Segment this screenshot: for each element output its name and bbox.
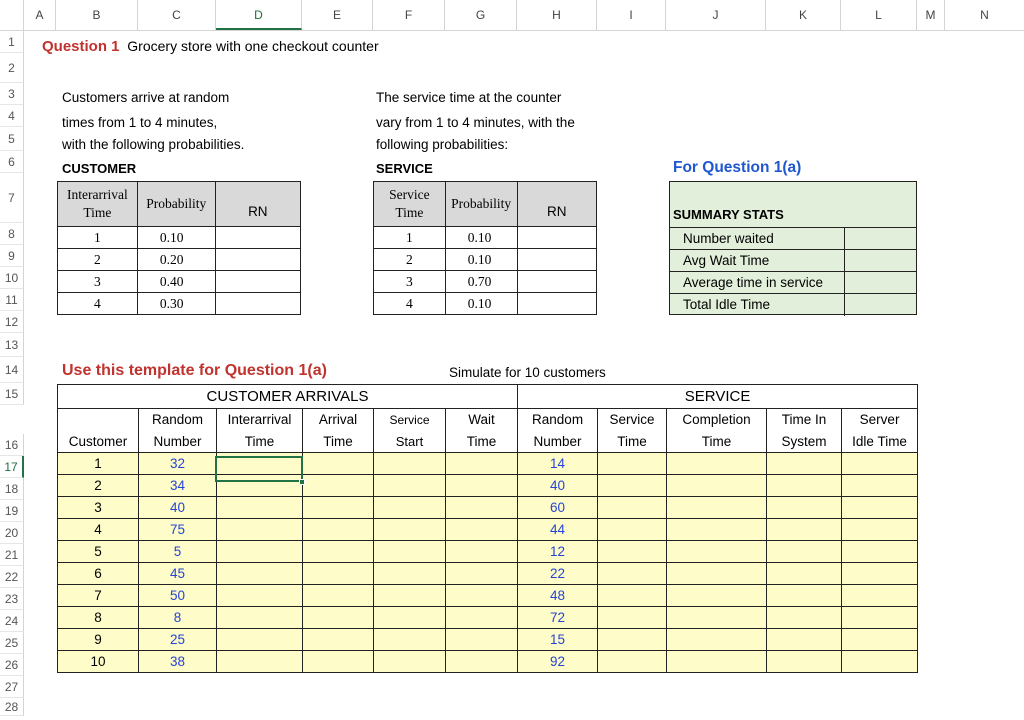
column-header-d[interactable]: D	[216, 0, 302, 30]
empty-cell[interactable]	[374, 629, 446, 651]
empty-cell[interactable]	[446, 629, 518, 651]
probability-cell: 0.40	[137, 271, 215, 293]
simulate-note: Simulate for 10 customers	[449, 365, 606, 380]
empty-cell[interactable]	[303, 585, 374, 607]
table-row	[58, 585, 918, 607]
empty-cell[interactable]	[767, 475, 842, 497]
row-header-19[interactable]: 19	[0, 500, 24, 522]
time-cell: 4	[58, 293, 138, 315]
empty-cell[interactable]	[217, 497, 303, 519]
column-header-line1: Completion	[667, 409, 767, 431]
simulation-table	[57, 384, 918, 673]
column-header-i[interactable]: I	[597, 0, 666, 30]
empty-cell[interactable]	[374, 651, 446, 673]
empty-cell[interactable]	[374, 607, 446, 629]
column-header-line1: Random	[518, 409, 598, 431]
question-text: Grocery store with one checkout counter	[127, 38, 379, 54]
empty-cell[interactable]	[598, 563, 667, 585]
arrival-random-cell[interactable]: 32	[139, 453, 217, 475]
service-random-cell[interactable]: 22	[518, 563, 598, 585]
table-row	[58, 541, 918, 563]
time-cell: 3	[58, 271, 138, 293]
summary-table	[669, 227, 917, 316]
header-probability: Probability	[445, 182, 517, 227]
empty-cell[interactable]	[842, 453, 918, 475]
row-header-28[interactable]: 28	[0, 698, 24, 716]
table-row	[58, 607, 918, 629]
empty-cell[interactable]	[303, 453, 374, 475]
column-header-line2: Time	[446, 431, 518, 453]
empty-cell[interactable]	[217, 585, 303, 607]
row-header-8[interactable]: 8	[0, 223, 24, 245]
service-random-cell[interactable]: 14	[518, 453, 598, 475]
summary-row	[669, 294, 917, 316]
column-header-line1: Time In	[767, 409, 842, 431]
title-line	[42, 38, 379, 55]
customer-cell[interactable]: 7	[58, 585, 139, 607]
service-random-cell[interactable]: 15	[518, 629, 598, 651]
empty-cell[interactable]	[767, 453, 842, 475]
summary-row	[669, 250, 917, 272]
empty-cell[interactable]	[303, 519, 374, 541]
column-header-a[interactable]: A	[24, 0, 56, 30]
service-random-cell[interactable]: 92	[518, 651, 598, 673]
customer-heading: CUSTOMER	[62, 161, 137, 176]
column-header-line2: Time	[667, 431, 767, 453]
empty-cell[interactable]	[303, 651, 374, 673]
column-header-g[interactable]: G	[445, 0, 517, 30]
column-header-line1	[58, 409, 139, 431]
empty-cell[interactable]	[667, 519, 767, 541]
column-header-b[interactable]: B	[56, 0, 138, 30]
column-header-n[interactable]: N	[980, 8, 989, 22]
empty-cell[interactable]	[667, 651, 767, 673]
empty-cell[interactable]	[374, 563, 446, 585]
empty-cell[interactable]	[667, 607, 767, 629]
service-random-cell[interactable]: 60	[518, 497, 598, 519]
arrival-random-cell[interactable]: 38	[139, 651, 217, 673]
service-desc-3: following probabilities:	[376, 137, 509, 152]
empty-cell[interactable]	[598, 541, 667, 563]
empty-cell[interactable]	[446, 497, 518, 519]
empty-cell[interactable]	[667, 585, 767, 607]
empty-cell[interactable]	[767, 607, 842, 629]
arrival-random-cell[interactable]: 8	[139, 607, 217, 629]
column-header-e[interactable]: E	[302, 0, 373, 30]
empty-cell[interactable]	[842, 651, 918, 673]
customer-cell[interactable]: 4	[58, 519, 139, 541]
empty-cell[interactable]	[767, 541, 842, 563]
row-header-2[interactable]: 2	[0, 53, 24, 83]
arrival-random-cell[interactable]: 75	[139, 519, 217, 541]
empty-cell[interactable]	[374, 497, 446, 519]
time-cell: 4	[374, 293, 446, 315]
table-row	[374, 271, 597, 293]
empty-cell[interactable]	[598, 651, 667, 673]
service-random-cell[interactable]: 12	[518, 541, 598, 563]
empty-cell[interactable]	[767, 497, 842, 519]
probability-cell: 0.10	[445, 227, 517, 249]
column-header-line2: Time	[217, 431, 303, 453]
probability-cell: 0.10	[445, 293, 517, 315]
column-header-line1: Service	[374, 409, 446, 431]
rn-cell[interactable]	[215, 293, 300, 315]
empty-cell[interactable]	[767, 585, 842, 607]
column-header-k[interactable]: K	[766, 0, 841, 30]
arrival-random-cell[interactable]: 25	[139, 629, 217, 651]
template-heading: Use this template for Question 1(a)	[62, 362, 327, 379]
summary-value[interactable]	[845, 228, 917, 250]
column-header-bar	[0, 0, 1024, 31]
row-header-27[interactable]: 27	[0, 676, 24, 698]
empty-cell[interactable]	[446, 585, 518, 607]
header-rn: RN	[215, 182, 300, 227]
empty-cell[interactable]	[446, 519, 518, 541]
column-header-line2: Customer	[58, 431, 139, 453]
column-header-line2: Number	[518, 431, 598, 453]
empty-cell[interactable]	[446, 651, 518, 673]
customer-probability-table	[57, 181, 301, 315]
row-header-23[interactable]: 23	[0, 588, 24, 610]
table-row	[374, 249, 597, 271]
empty-cell[interactable]	[446, 607, 518, 629]
empty-cell[interactable]	[767, 563, 842, 585]
column-header-line2: System	[767, 431, 842, 453]
service-probability-table	[373, 181, 597, 315]
summary-title: SUMMARY STATS	[673, 207, 784, 222]
row-header-3[interactable]: 3	[0, 83, 24, 105]
table-row	[58, 453, 918, 475]
customer-desc-2: times from 1 to 4 minutes,	[62, 115, 218, 130]
rn-cell[interactable]	[517, 271, 596, 293]
empty-cell[interactable]	[767, 519, 842, 541]
empty-cell[interactable]	[374, 541, 446, 563]
probability-cell: 0.20	[137, 249, 215, 271]
rn-cell[interactable]	[215, 227, 300, 249]
arrival-random-cell[interactable]: 45	[139, 563, 217, 585]
empty-cell[interactable]	[374, 475, 446, 497]
row-header-16[interactable]: 16	[0, 434, 24, 456]
customer-cell[interactable]: 9	[58, 629, 139, 651]
row-header-22[interactable]: 22	[0, 566, 24, 588]
empty-cell[interactable]	[598, 475, 667, 497]
empty-cell[interactable]	[767, 629, 842, 651]
column-header-line2: Start	[374, 431, 446, 453]
summary-value[interactable]	[845, 294, 917, 316]
empty-cell[interactable]	[217, 629, 303, 651]
customer-cell[interactable]: 3	[58, 497, 139, 519]
header-service-time: Service Time	[374, 182, 446, 227]
row-header-17[interactable]: 17	[0, 456, 24, 478]
table-row	[58, 519, 918, 541]
row-header-11[interactable]: 11	[0, 289, 24, 311]
header-rn: RN	[517, 182, 596, 227]
empty-cell[interactable]	[446, 475, 518, 497]
table-row	[58, 651, 918, 673]
column-header-line1: Service	[598, 409, 667, 431]
empty-cell[interactable]	[767, 651, 842, 673]
row-header-9[interactable]: 9	[0, 245, 24, 267]
customer-cell[interactable]: 10	[58, 651, 139, 673]
column-header-line1: Random	[139, 409, 217, 431]
service-random-cell[interactable]: 40	[518, 475, 598, 497]
table-row	[58, 475, 918, 497]
customer-desc-1: Customers arrive at random	[62, 90, 230, 105]
customer-cell[interactable]: 8	[58, 607, 139, 629]
summary-label: Avg Wait Time	[669, 250, 845, 272]
empty-cell[interactable]	[598, 585, 667, 607]
table-row	[58, 227, 301, 249]
column-header-j[interactable]: J	[666, 0, 766, 30]
row-header-7[interactable]: 7	[0, 173, 24, 223]
table-row	[58, 497, 918, 519]
column-header-h[interactable]: H	[517, 0, 597, 30]
rn-cell[interactable]	[215, 271, 300, 293]
row-header-13[interactable]: 13	[0, 333, 24, 357]
empty-cell[interactable]	[842, 629, 918, 651]
rn-cell[interactable]	[517, 227, 596, 249]
row-header-20[interactable]: 20	[0, 522, 24, 544]
customer-desc-3: with the following probabilities.	[62, 137, 245, 152]
table-row	[58, 629, 918, 651]
time-cell: 3	[374, 271, 446, 293]
empty-cell[interactable]	[598, 519, 667, 541]
header-probability: Probability	[137, 182, 215, 227]
column-header-l[interactable]: L	[841, 0, 917, 30]
service-desc-2: vary from 1 to 4 minutes, with the	[376, 115, 575, 130]
summary-panel	[669, 181, 917, 315]
empty-cell[interactable]	[842, 475, 918, 497]
empty-cell[interactable]	[303, 475, 374, 497]
row-header-4[interactable]: 4	[0, 105, 24, 127]
group-customer-arrivals: CUSTOMER ARRIVALS	[58, 385, 518, 409]
table-row	[374, 227, 597, 249]
column-header-line2: Time	[598, 431, 667, 453]
column-header-line2: Time	[303, 431, 374, 453]
row-header-15[interactable]: 15	[0, 383, 24, 405]
summary-heading: For Question 1(a)	[673, 159, 802, 176]
summary-row	[669, 228, 917, 250]
rn-cell[interactable]	[517, 293, 596, 315]
service-random-cell[interactable]: 72	[518, 607, 598, 629]
empty-cell[interactable]	[598, 453, 667, 475]
column-header-m[interactable]: M	[917, 0, 945, 30]
column-header-line1: Arrival	[303, 409, 374, 431]
rn-cell[interactable]	[517, 249, 596, 271]
empty-cell[interactable]	[303, 629, 374, 651]
table-row	[58, 271, 301, 293]
empty-cell[interactable]	[217, 607, 303, 629]
customer-cell[interactable]: 6	[58, 563, 139, 585]
table-row	[58, 293, 301, 315]
service-heading: SERVICE	[376, 161, 433, 176]
summary-label: Total Idle Time	[669, 294, 845, 316]
fill-handle[interactable]	[299, 479, 305, 485]
empty-cell[interactable]	[667, 541, 767, 563]
empty-cell[interactable]	[667, 475, 767, 497]
empty-cell[interactable]	[842, 519, 918, 541]
column-header-c[interactable]: C	[138, 0, 216, 30]
summary-label: Average time in service	[669, 272, 845, 294]
time-cell: 2	[374, 249, 446, 271]
service-random-cell[interactable]: 48	[518, 585, 598, 607]
table-row	[58, 249, 301, 271]
service-random-cell[interactable]: 44	[518, 519, 598, 541]
column-header-line1: Wait	[446, 409, 518, 431]
probability-cell: 0.10	[137, 227, 215, 249]
row-header-21[interactable]: 21	[0, 544, 24, 566]
empty-cell[interactable]	[446, 563, 518, 585]
empty-cell[interactable]	[842, 541, 918, 563]
question-label: Question 1	[42, 38, 120, 55]
empty-cell[interactable]	[446, 453, 518, 475]
empty-cell[interactable]	[374, 453, 446, 475]
empty-cell[interactable]	[303, 563, 374, 585]
empty-cell[interactable]	[842, 585, 918, 607]
probability-cell: 0.30	[137, 293, 215, 315]
empty-cell[interactable]	[446, 541, 518, 563]
time-cell: 1	[374, 227, 446, 249]
table-row	[58, 563, 918, 585]
empty-cell[interactable]	[217, 541, 303, 563]
empty-cell[interactable]	[374, 519, 446, 541]
row-header-24[interactable]: 24	[0, 610, 24, 632]
arrival-random-cell[interactable]: 40	[139, 497, 217, 519]
customer-cell[interactable]: 1	[58, 453, 139, 475]
customer-cell[interactable]: 5	[58, 541, 139, 563]
column-header-f[interactable]: F	[373, 0, 445, 30]
table-row	[374, 293, 597, 315]
arrival-random-cell[interactable]: 50	[139, 585, 217, 607]
empty-cell[interactable]	[217, 563, 303, 585]
header-interarrival-time: Interarrival Time	[58, 182, 138, 227]
row-header-6[interactable]: 6	[0, 151, 24, 173]
customer-cell[interactable]: 2	[58, 475, 139, 497]
empty-cell[interactable]	[598, 497, 667, 519]
empty-cell[interactable]	[842, 607, 918, 629]
rn-cell[interactable]	[215, 249, 300, 271]
time-cell: 2	[58, 249, 138, 271]
time-cell: 1	[58, 227, 138, 249]
arrival-random-cell[interactable]: 34	[139, 475, 217, 497]
column-header-line1: Interarrival	[217, 409, 303, 431]
empty-cell[interactable]	[842, 497, 918, 519]
row-header-14[interactable]: 14	[0, 357, 24, 383]
empty-cell[interactable]	[303, 541, 374, 563]
empty-cell[interactable]	[374, 585, 446, 607]
summary-label: Number waited	[669, 228, 845, 250]
column-header-line1: Server	[842, 409, 918, 431]
empty-cell[interactable]	[667, 563, 767, 585]
summary-value[interactable]	[845, 272, 917, 294]
empty-cell[interactable]	[667, 629, 767, 651]
summary-value[interactable]	[845, 250, 917, 272]
row-header-25[interactable]: 25	[0, 632, 24, 654]
group-service: SERVICE	[518, 385, 918, 409]
empty-cell[interactable]	[217, 651, 303, 673]
row-header-26[interactable]: 26	[0, 654, 24, 676]
empty-cell[interactable]	[598, 629, 667, 651]
empty-cell[interactable]	[303, 497, 374, 519]
select-all-corner[interactable]	[0, 0, 24, 30]
empty-cell[interactable]	[667, 453, 767, 475]
column-header-line2: Idle Time	[842, 431, 918, 453]
probability-cell: 0.10	[445, 249, 517, 271]
probability-cell: 0.70	[445, 271, 517, 293]
arrival-random-cell[interactable]: 5	[139, 541, 217, 563]
service-desc-1: The service time at the counter	[376, 90, 562, 105]
selected-cell-d17[interactable]	[215, 456, 303, 482]
row-header-5[interactable]: 5	[0, 127, 24, 151]
row-header-12[interactable]: 12	[0, 311, 24, 333]
empty-cell[interactable]	[598, 607, 667, 629]
summary-row	[669, 272, 917, 294]
column-header-line2: Number	[139, 431, 217, 453]
row-header-18[interactable]: 18	[0, 478, 24, 500]
empty-cell[interactable]	[303, 607, 374, 629]
empty-cell[interactable]	[667, 497, 767, 519]
row-header-10[interactable]: 10	[0, 267, 24, 289]
empty-cell[interactable]	[842, 563, 918, 585]
empty-cell[interactable]	[217, 519, 303, 541]
row-header-1[interactable]: 1	[0, 31, 24, 53]
